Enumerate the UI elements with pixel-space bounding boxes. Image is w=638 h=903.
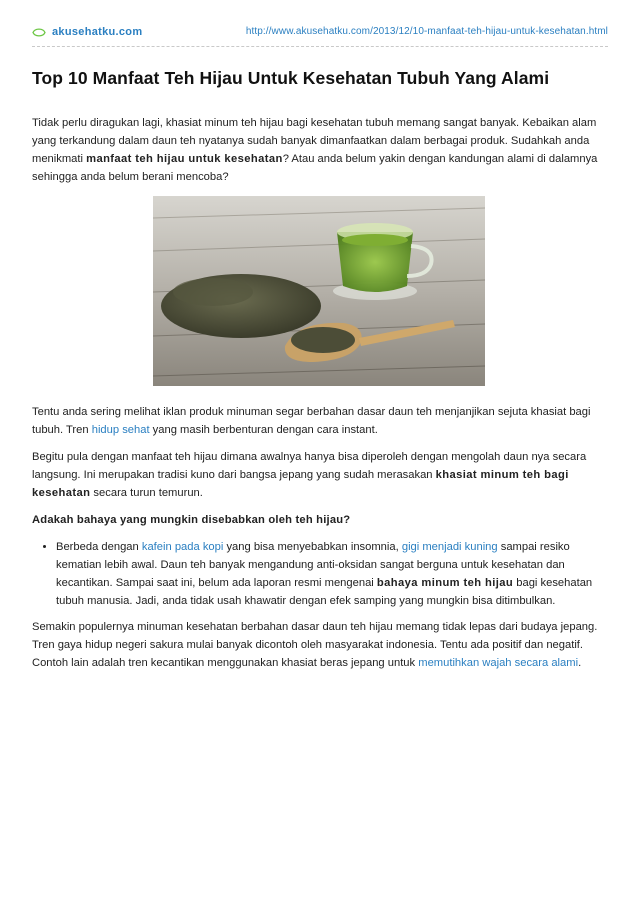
page-header: [32, 26, 608, 47]
page-url-link[interactable]: http://www.akusehatku.com/2013/12/10-manfaat-teh-hijau-untuk-kesehatan.html: [245, 26, 608, 37]
text-span: .: [578, 657, 582, 669]
link-gigi-menjadi-kuning[interactable]: gigi menjadi kuning: [401, 541, 498, 553]
paragraph-ads: [32, 403, 607, 439]
paragraph-intro: [32, 114, 607, 186]
text-span: Begitu pula dengan manfaat teh hijau dimana awalnya hanya bisa diperoleh dengan mengolah daun nya secara langsung. Ini merupakan tradisi kuno dari bangsa jepang yang sudah merasakan: [32, 451, 587, 481]
text-span: sampai resiko kematian lebih awal. Daun teh banyak mengandung anti-oksidan sangat berguna untuk kesehatan dan kecantikan. Sampai saat ini, belum ada laporan resmi mengenai: [56, 541, 570, 589]
bold-keyword: bahaya minum teh hijau: [376, 577, 514, 589]
leaf-logo-icon: [32, 27, 46, 38]
text-span: Tentu anda sering melihat iklan produk minuman segar berbahan dasar daun teh menjanjikan sejuta khasiat bagi tubuh. Tren: [32, 406, 591, 436]
text-span: ? Atau anda belum yakin dengan kandungan alami di dalamnya sehingga anda belum berani mencoba?: [32, 153, 598, 183]
paragraph-tradition: [32, 448, 607, 502]
site-brand[interactable]: [32, 26, 142, 38]
text-span: yang masih berbenturan dengan cara instant.: [149, 424, 378, 436]
text-span: secara turun temurun.: [90, 487, 203, 499]
article-title: Top 10 Manfaat Teh Hijau Untuk Kesehatan Tubuh Yang Alami: [32, 68, 550, 88]
link-hidup-sehat[interactable]: hidup sehat: [91, 424, 150, 436]
article-image-container: [32, 196, 607, 386]
article-body: [32, 114, 607, 681]
list-item: [56, 538, 607, 610]
bold-keyword: manfaat teh hijau untuk kesehatan: [86, 153, 283, 165]
text-span: Semakin populernya minuman kesehatan berbahan dasar daun teh hijau memang tidak lepas dari budaya jepang. Tren gaya hidup negeri sakura mulai banyak dicontoh oleh masyarakat indonesia. Tentu ada positif dan negatif. Contoh lain adalah tren kecantikan menggunakan khasiat beras jepang untuk: [32, 621, 598, 669]
bold-keyword: khasiat minum teh bagi kesehatan: [32, 469, 569, 499]
text-span: yang bisa menyebabkan insomnia,: [223, 541, 402, 553]
site-name: akusehatku.com: [52, 26, 143, 38]
text-span: Berbeda dengan: [56, 541, 142, 553]
link-kafein-pada-kopi[interactable]: kafein pada kopi: [141, 541, 224, 553]
green-tea-photo: [153, 196, 485, 386]
bullet-list: [32, 538, 607, 610]
text-span: Tidak perlu diragukan lagi, khasiat minum teh hijau bagi kesehatan tubuh memang sangat banyak. Kebaikan alam yang terkandung dalam daun teh nyatanya sudah banyak dimanfaatkan dalam berbagai produk. Sudahkah anda menikmati: [32, 117, 597, 165]
link-memutihkan-wajah[interactable]: memutihkan wajah secara alami: [418, 657, 579, 669]
section-heading: Adakah bahaya yang mungkin disebabkan oleh teh hijau?: [32, 514, 351, 526]
text-span: bagi kesehatan tubuh manusia. Jadi, anda tidak usah khawatir dengan efek samping yang mungkin bisa ditimbulkan.: [56, 577, 593, 607]
paragraph-popularity: [32, 618, 607, 672]
